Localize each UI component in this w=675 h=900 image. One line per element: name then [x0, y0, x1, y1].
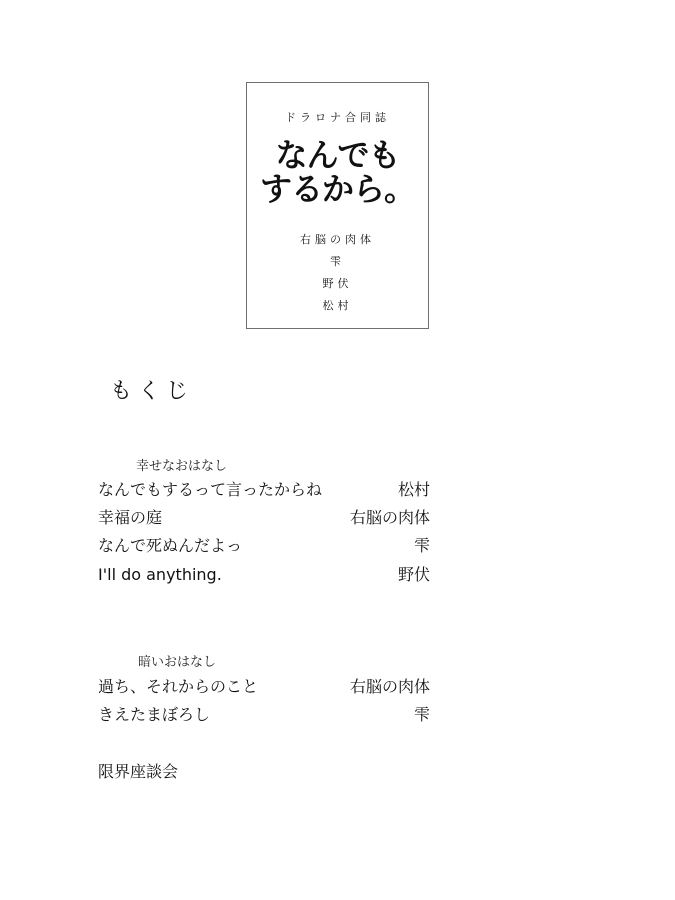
- entry-title: I'll do anything.: [98, 565, 222, 584]
- cover-card: [246, 82, 429, 329]
- cover-title: [247, 138, 428, 206]
- entry-author: 松村: [397, 480, 430, 499]
- cover-author: 雫: [330, 255, 345, 268]
- cover-author: 野伏: [322, 277, 353, 290]
- entry-title: なんで死ぬんだよっ: [98, 536, 243, 555]
- entry-author: 野伏: [397, 565, 430, 584]
- entry-author: 右脳の肉体: [349, 677, 430, 696]
- entry-author: 右脳の肉体: [349, 508, 430, 527]
- cover-author: 松村: [322, 299, 353, 312]
- entry-title: きえたまぼろし: [98, 705, 211, 724]
- entry-title: 過ち、それからのこと: [98, 677, 259, 696]
- cover-title-line-1: なんでも: [275, 136, 400, 174]
- entry-author: 雫: [413, 705, 430, 724]
- entry-author: 雫: [413, 536, 430, 555]
- cover-author: 右脳の肉体: [300, 233, 375, 246]
- toc-entry: [98, 534, 432, 558]
- toc-extra-entry: 限界座談会: [98, 762, 179, 781]
- entry-title: なんでもするって言ったからね: [98, 480, 323, 499]
- section-label-happy: 幸せなおはなし: [136, 459, 228, 474]
- cover-title-line-2: するから。: [259, 170, 415, 208]
- toc-entry: [98, 478, 432, 502]
- toc-entry: [98, 703, 432, 727]
- section-label-dark: 暗いおはなし: [138, 655, 217, 670]
- toc-entry: [98, 506, 432, 530]
- toc-entry: [98, 675, 432, 699]
- cover-authors: [247, 229, 428, 317]
- entry-title: 幸福の庭: [98, 508, 163, 527]
- cover-subtitle: ドラロナ合同誌: [285, 111, 390, 124]
- toc-heading: もくじ: [110, 379, 195, 404]
- toc-entry: [98, 563, 432, 587]
